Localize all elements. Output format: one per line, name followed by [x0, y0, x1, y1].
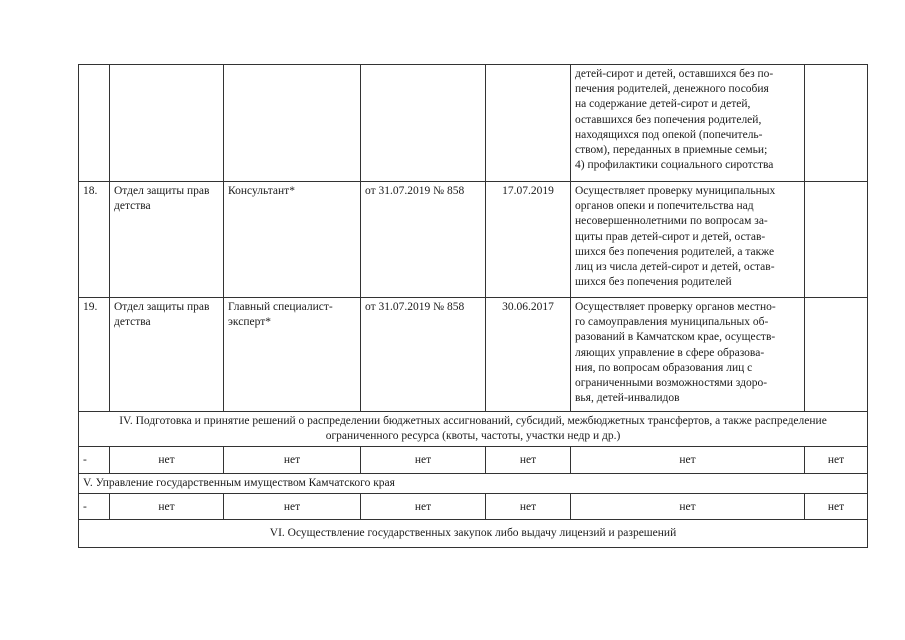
cell-extra — [805, 65, 868, 182]
cell-value: нет — [361, 447, 486, 473]
cell-description: детей-сирот и детей, оставшихся без по- печения родителей, денежного пособия на содержание детей-сирот и детей, оставшихся без попечения родителей, находящихся под опекой (попечитель- ством), переданных в приемные семьи; 4) профилактики социального сиротства — [571, 65, 805, 182]
cell-num: - — [79, 493, 110, 519]
cell-extra — [805, 298, 868, 412]
cell-num — [79, 65, 110, 182]
table-row — [79, 298, 868, 412]
cell-order — [361, 65, 486, 182]
cell-department: Отдел защиты прав детства — [110, 182, 224, 298]
cell-num: - — [79, 447, 110, 473]
section-vi-title: VI. Осуществление государственных закупок либо выдачу лицензий и разрешений — [79, 520, 868, 548]
cell-value: нет — [571, 447, 805, 473]
cell-value: нет — [486, 447, 571, 473]
cell-description: Осуществляет проверку органов местно- го самоуправления муниципальных об- разований в Камчатском крае, осуществ- ляющих управление в сфере образова- ния, по вопросам образования лиц с ограниченными возможностями здоро- вья, детей-инвалидов — [571, 298, 805, 412]
section-header-row — [79, 520, 868, 548]
table-row-continuation — [79, 65, 868, 182]
cell-department — [110, 65, 224, 182]
cell-num: 18. — [79, 182, 110, 298]
cell-num: 19. — [79, 298, 110, 412]
section-v-title: V. Управление государственным имуществом Камчатского края — [79, 473, 868, 493]
cell-position — [224, 65, 361, 182]
cell-value: нет — [486, 493, 571, 519]
cell-description: Осуществляет проверку муниципальных органов опеки и попечительства над несовершеннолетними по вопросам за- щиты прав детей-сирот и детей, остав- шихся без попечения родителей, а также лиц из числа детей-сирот и детей, остав- шихся без попечения родителей — [571, 182, 805, 298]
table-row — [79, 182, 868, 298]
cell-value: нет — [805, 447, 868, 473]
cell-value: нет — [110, 493, 224, 519]
table-row-none — [79, 493, 868, 519]
cell-position: Главный специалист-эксперт* — [224, 298, 361, 412]
cell-value: нет — [805, 493, 868, 519]
cell-date: 30.06.2017 — [486, 298, 571, 412]
cell-date — [486, 65, 571, 182]
cell-department: Отдел защиты прав детства — [110, 298, 224, 412]
cell-order: от 31.07.2019 № 858 — [361, 298, 486, 412]
cell-value: нет — [110, 447, 224, 473]
cell-position: Консультант* — [224, 182, 361, 298]
cell-value: нет — [361, 493, 486, 519]
cell-value: нет — [571, 493, 805, 519]
cell-value: нет — [224, 493, 361, 519]
cell-extra — [805, 182, 868, 298]
cell-value: нет — [224, 447, 361, 473]
section-header-row — [79, 473, 868, 493]
section-iv-title: IV. Подготовка и принятие решений о распределении бюджетных ассигнований, субсидий, межбюджетных трансфертов, а также распределение ограниченного ресурса (квоты, частоты, участки недр и др.) — [79, 412, 868, 447]
table-row-none — [79, 447, 868, 473]
cell-date: 17.07.2019 — [486, 182, 571, 298]
positions-table — [78, 64, 868, 548]
cell-order: от 31.07.2019 № 858 — [361, 182, 486, 298]
section-header-row — [79, 412, 868, 447]
